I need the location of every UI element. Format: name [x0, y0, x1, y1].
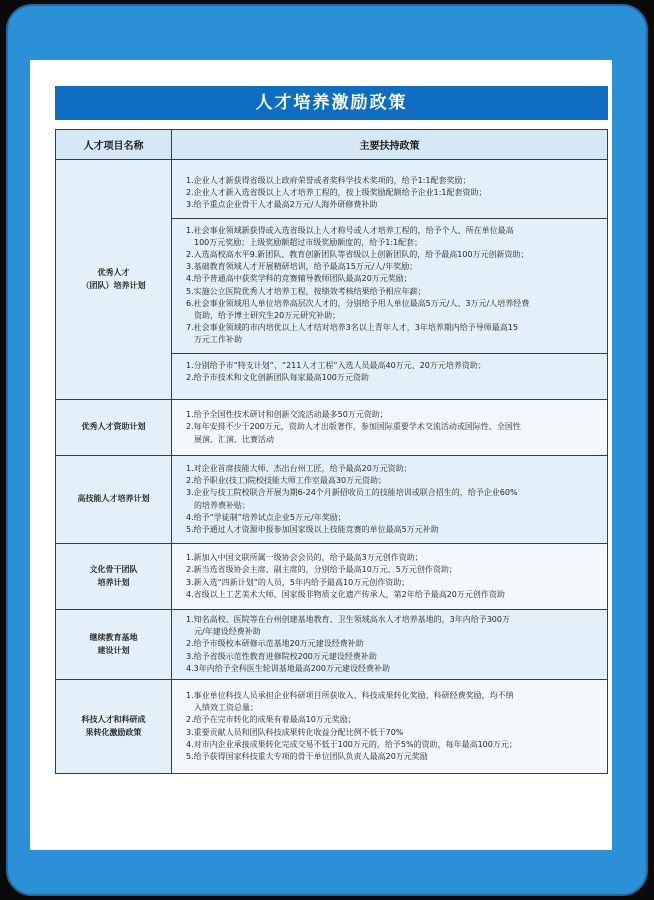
page-title: 人才培养激励政策 — [55, 86, 608, 120]
policy-group — [172, 354, 607, 390]
policy-group — [186, 409, 599, 446]
policy-line: 4.对市内企业承接成果转化完成交易不低于100万元的，给予5%的资助，每年最高100万元； — [186, 739, 517, 749]
policy-line: 入绩效工资总量； — [194, 703, 258, 713]
policy-line: 5.给予通过人才资源申报参加国家级以上技能竞赛的单位最高5万元补助 — [186, 524, 439, 534]
policy-line: 7.社会事业领域的市内培优以上人才结对培养3名以上青年人才，3年培养期内给予导师最高15 — [186, 323, 518, 333]
policy-line: 5.给予获得国家科技重大专项的骨干单位团队负责人最高20万元奖励 — [186, 751, 428, 761]
policy-line: 6.社会事业领域用人单位培养高层次人才的，分别给予用人单位最高5万元/人、3万元/人培养经费 — [186, 298, 530, 308]
policy-group — [186, 614, 599, 675]
project-name-cell — [56, 160, 172, 400]
policy-line: 2.给予市级校本研修示范基地20万元建设经费补助 — [186, 639, 364, 649]
policy-line: 2.新当选省级协会主席、副主席的，分别给予最高10万元、5万元创作资助； — [186, 565, 457, 575]
policy-line: 1.社会事业领域新获得或入选省级以上人才称号或人才培养工程的，给予个人、所在单位最高 — [186, 225, 514, 235]
policy-group — [172, 219, 607, 354]
project-name-line: 优秀人才资助计划 — [81, 422, 146, 432]
project-name-line: （团队）培养计划 — [81, 280, 146, 290]
policy-detail-cell — [172, 160, 608, 400]
table-row — [56, 456, 608, 544]
header-main-policy: 主要扶持政策 — [172, 130, 608, 160]
header-project-name: 人才项目名称 — [56, 130, 172, 160]
policy-detail-cell — [172, 610, 608, 680]
policy-line: 1.知名高校、医院等在台州创建基地教育、卫生领域高水人才培养基地的，3年内给予300万 — [186, 615, 510, 624]
policy-group — [172, 169, 607, 219]
table-row — [56, 400, 608, 456]
policy-line: 3.企业与技工院校联合开展为期6-24个月新招收员工的技能培训或联合招生的，给予企业60% — [186, 488, 518, 498]
policy-group — [186, 552, 599, 601]
policy-detail-cell — [172, 400, 608, 456]
policy-line: 1.分别给予市“特支计划”、“211人才工程”入选人员最高40万元、20万元培养资助； — [186, 360, 486, 370]
table-row — [56, 160, 608, 400]
policy-line: 1.事业单位科技人员承担企业科研项目所获收入、科技成果转化奖励、科研经费奖励，均不纳 — [186, 690, 514, 700]
policy-line: 展演、汇演、比赛活动 — [194, 434, 274, 444]
policy-line: 资助，给予博士研究生20万元研究补助； — [194, 311, 341, 320]
table-row — [56, 544, 608, 610]
policy-line: 100万元奖励；上级奖励额超过市级奖励额度的，给予1:1配套； — [194, 237, 423, 247]
policy-line: 3.基础教育领域人才开展精研培训，给予最高15万元/人/年奖励； — [186, 262, 418, 272]
table-row — [56, 610, 608, 680]
project-name-line: 文化骨干团队 — [89, 565, 138, 575]
table-header-row — [56, 130, 608, 160]
policy-line: 1.企业人才新获得省级以上政府荣誉或者奖科学技术奖项的，给予1:1配套奖励； — [186, 175, 471, 185]
policy-line: 4.省级以上工艺美术大师、国家级非物质文化遗产传承人，第2年给予最高20万元创作资助 — [186, 589, 505, 599]
table-row — [56, 680, 608, 774]
policy-line: 2.给予市技术和文化创新团队每家最高100万元资助 — [186, 372, 369, 382]
project-name-line: 培养计划 — [97, 577, 130, 587]
policy-line: 1.给予全国性技术研讨和创新交流活动最多50万元资助； — [186, 410, 388, 420]
policy-line: 5.实施公立医院优秀人才培养工程，按绩效考核结果给予相应年薪； — [186, 286, 426, 296]
project-name-line: 高技能人才培养计划 — [77, 494, 150, 504]
project-name-line: 继续教育基地 — [89, 633, 138, 643]
policy-group — [186, 463, 599, 536]
policy-line: 2.给予职业(技工)院校技能大师工作室最高30万元资助； — [186, 476, 387, 486]
policy-line: 4.3年内给予全科医生轮训基地最高200万元建设经费补助 — [186, 663, 390, 673]
project-name-line: 果转化激励政策 — [85, 727, 142, 737]
policy-line: 3.重要贡献人员和团队科技成果转化收益分配比例不低于70% — [186, 727, 404, 737]
policy-line: 3.给予省级示范性教育进修院校200万元建设经费补助 — [186, 651, 377, 661]
project-name-line: 科技人才和科研成 — [81, 715, 146, 725]
project-name-cell — [56, 400, 172, 456]
policy-line: 3.新入选“四新计划”的人员，5年内给予最高10万元创作资助； — [186, 577, 410, 587]
policy-line: 万元工作补助 — [194, 335, 242, 345]
project-name-cell — [56, 544, 172, 610]
policy-line: 4.给予“学徒制”培养试点企业5万元/年奖励； — [186, 512, 346, 522]
project-name-line: 优秀人才 — [97, 268, 130, 278]
policy-line: 2.每年安排不少于200万元，资助人才出版著作，参加国际重要学术交流活动或国际性、全国性 — [186, 422, 521, 432]
policy-detail-cell — [172, 544, 608, 610]
policy-line: 2.给予在完市转化的成果有着最高10万元奖励； — [186, 715, 356, 725]
project-name-cell — [56, 610, 172, 680]
policy-line: 3.给予重点企业骨干人才最高2万元/人海外研修费补助 — [186, 200, 378, 210]
policy-line: 4.给予普通高中获奖学科的竞赛辅导教师团队最高20万元奖励； — [186, 274, 412, 284]
policy-line: 2.企业人才新入选省级以上人才培养工程的，按上级奖励配额给予企业1:1配套资助； — [186, 188, 487, 198]
policy-line: 1.对企业首席技能大师、杰出台州工匠，给予最高20万元资助； — [186, 463, 412, 473]
policy-detail-cell — [172, 456, 608, 544]
policy-line: 2.入选高校高水平9.新团队、教育创新团队等省级以上创新团队的，给予最高100万元创新资助； — [186, 249, 529, 259]
policy-group — [186, 690, 599, 763]
policy-detail-cell — [172, 680, 608, 774]
policy-table — [55, 129, 608, 774]
project-name-cell — [56, 456, 172, 544]
policy-line: 的培养费补贴； — [194, 500, 250, 510]
project-name-line: 建设计划 — [97, 645, 130, 655]
project-name-cell — [56, 680, 172, 774]
policy-line: 1.新加入中国文联所属一级协会会员的，给予最高3万元创作资助； — [186, 553, 423, 563]
policy-line: 元/年建设经费补助 — [194, 627, 261, 637]
